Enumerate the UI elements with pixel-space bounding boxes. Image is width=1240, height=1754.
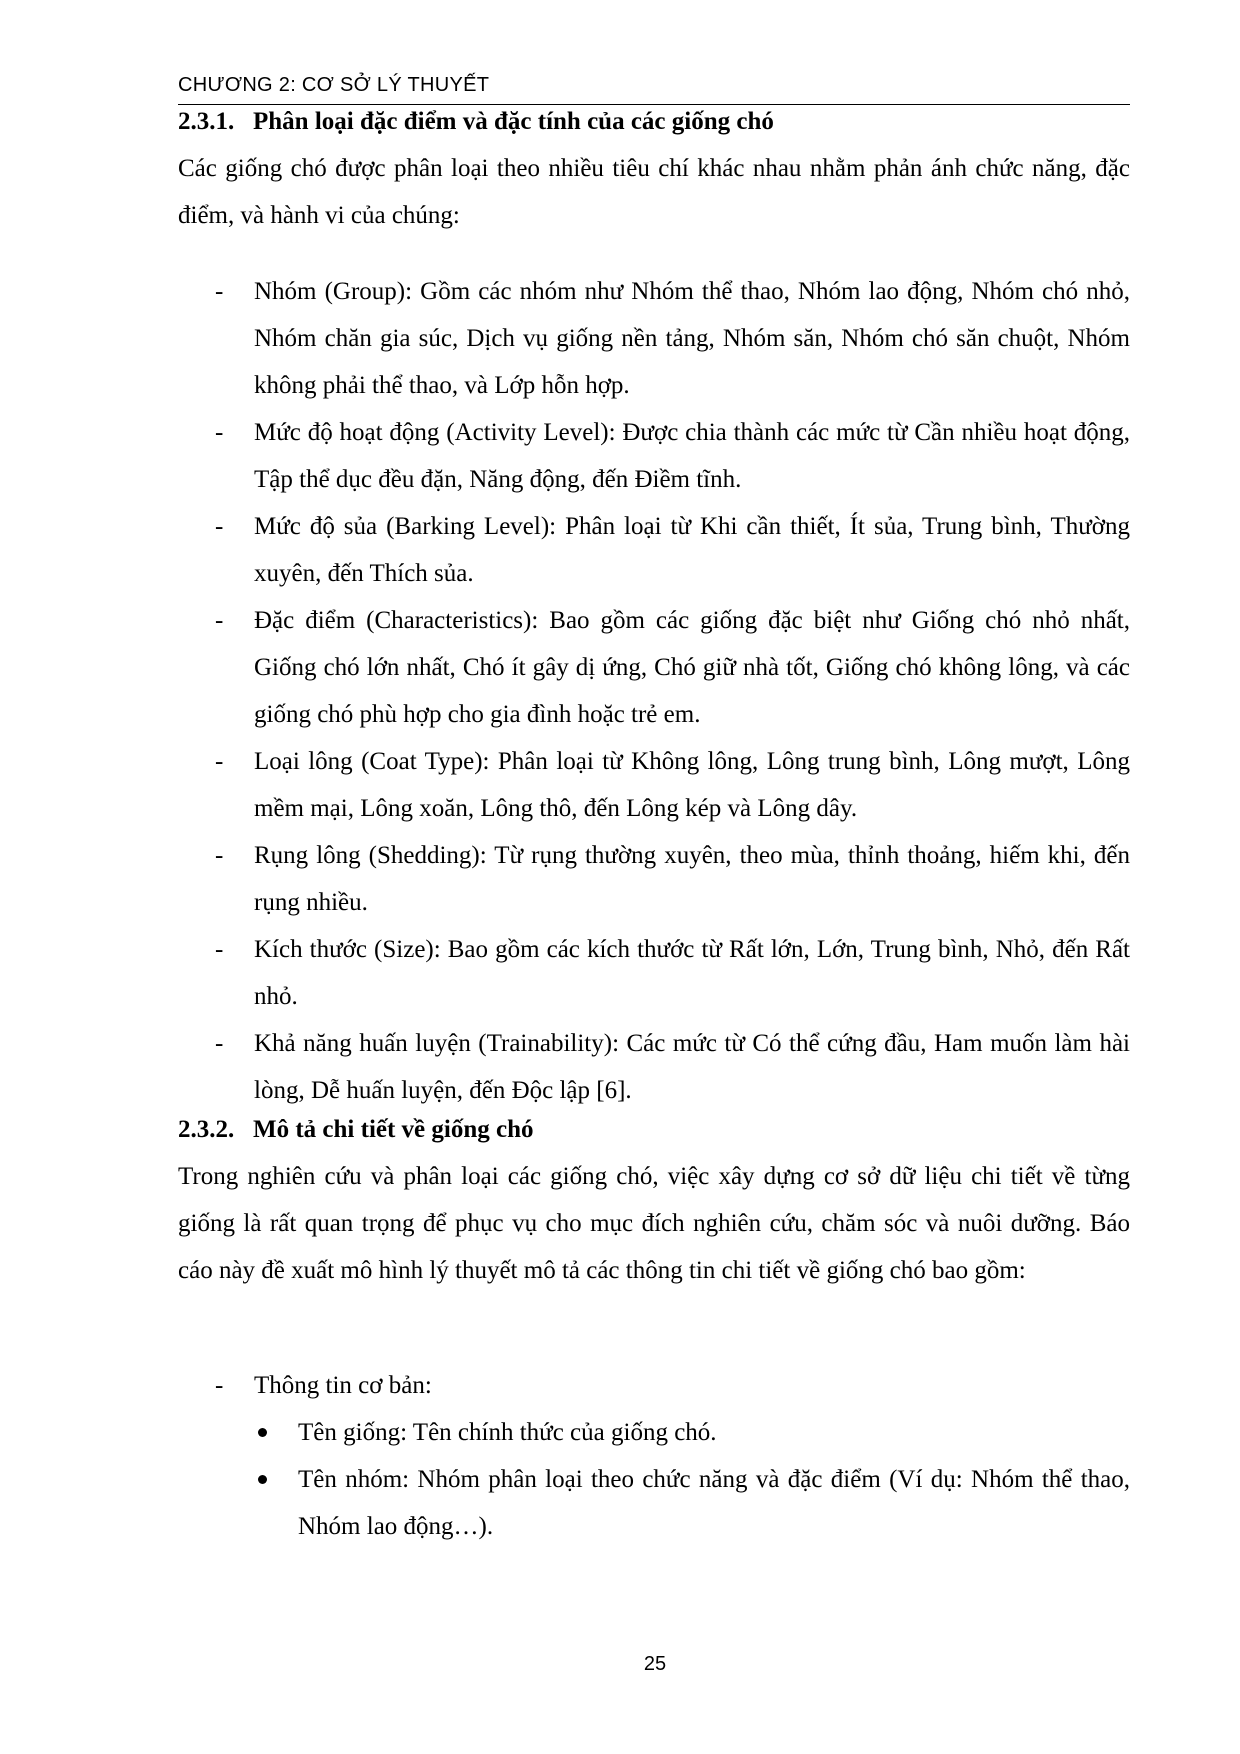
list-item bbox=[178, 1362, 1130, 1409]
section-heading-2-3-2 bbox=[178, 1106, 534, 1153]
list-item-text: Kích thước (Size): Bao gồm các kích thước từ Rất lớn, Lớn, Trung bình, Nhỏ, đến Rất nhỏ. bbox=[254, 936, 1130, 1010]
details-list bbox=[178, 1362, 1130, 1409]
list-item-text: Nhóm (Group): Gồm các nhóm như Nhóm thể thao, Nhóm lao động, Nhóm chó nhỏ, Nhóm chăn gia súc, Dịch vụ giống nền tảng, Nhóm săn, Nhóm chó săn chuột, Nhóm không phải thể thao, và Lớp hỗn hợp. bbox=[254, 278, 1130, 399]
list-dash: - bbox=[215, 278, 224, 305]
section-intro-paragraph: Các giống chó được phân loại theo nhiều tiêu chí khác nhau nhằm phản ánh chức năng, đặc điểm, và hành vi của chúng: bbox=[178, 155, 1130, 229]
section-title: Mô tả chi tiết về giống chó bbox=[253, 1116, 534, 1143]
list-item-text: Mức độ sủa (Barking Level): Phân loại từ Khi cần thiết, Ít sủa, Trung bình, Thường xuyên, đến Thích sủa. bbox=[254, 513, 1130, 587]
list-item bbox=[178, 1020, 1130, 1114]
list-item bbox=[178, 268, 1130, 409]
list-dash: - bbox=[215, 607, 224, 634]
sub-list-item bbox=[254, 1456, 1130, 1550]
list-item-text: Thông tin cơ bản: bbox=[254, 1372, 432, 1399]
bullet-dot-icon bbox=[258, 1475, 267, 1484]
list-item bbox=[178, 832, 1130, 926]
section-number: 2.3.2. bbox=[178, 1116, 235, 1143]
basic-info-sublist bbox=[254, 1409, 1130, 1550]
list-item-text: Đặc điểm (Characteristics): Bao gồm các giống đặc biệt như Giống chó nhỏ nhất, Giống chó lớn nhất, Chó ít gây dị ứng, Chó giữ nhà tốt, Giống chó không lông, và các giống chó phù hợp cho gia đình hoặc trẻ em. bbox=[254, 607, 1130, 728]
bullet-dot-icon bbox=[258, 1428, 267, 1437]
list-item bbox=[178, 597, 1130, 738]
list-dash: - bbox=[215, 513, 224, 540]
section-heading-2-3-1 bbox=[178, 98, 774, 145]
list-item-text: Mức độ hoạt động (Activity Level): Được chia thành các mức từ Cần nhiều hoạt động, Tập thể dục đều đặn, Năng động, đến Điềm tĩnh. bbox=[254, 419, 1130, 493]
list-item bbox=[178, 738, 1130, 832]
classification-list bbox=[178, 268, 1130, 1114]
sub-list-item bbox=[254, 1409, 1130, 1456]
sub-list-item-text: Tên giống: Tên chính thức của giống chó. bbox=[298, 1419, 717, 1446]
chapter-title: CHƯƠNG 2: CƠ SỞ LÝ THUYẾT bbox=[178, 74, 490, 96]
page-number: 25 bbox=[643, 1653, 667, 1675]
list-item-text: Rụng lông (Shedding): Từ rụng thường xuyên, theo mùa, thỉnh thoảng, hiếm khi, đến rụng nhiều. bbox=[254, 842, 1130, 916]
list-item-text: Khả năng huấn luyện (Trainability): Các mức từ Có thể cứng đầu, Ham muốn làm hài lòng, Dễ huấn luyện, đến Độc lập [6]. bbox=[254, 1030, 1130, 1104]
list-dash: - bbox=[215, 419, 224, 446]
section-title: Phân loại đặc điểm và đặc tính của các giống chó bbox=[253, 108, 774, 135]
list-item bbox=[178, 503, 1130, 597]
list-item-text: Loại lông (Coat Type): Phân loại từ Không lông, Lông trung bình, Lông mượt, Lông mềm mại, Lông xoăn, Lông thô, đến Lông kép và Lông dây. bbox=[254, 748, 1130, 822]
list-item bbox=[178, 926, 1130, 1020]
list-dash: - bbox=[215, 936, 224, 963]
list-dash: - bbox=[215, 1030, 224, 1057]
list-item bbox=[178, 409, 1130, 503]
list-dash: - bbox=[215, 748, 224, 775]
list-dash: - bbox=[215, 1372, 224, 1399]
section-number: 2.3.1. bbox=[178, 108, 235, 135]
sub-list-item-text: Tên nhóm: Nhóm phân loại theo chức năng và đặc điểm (Ví dụ: Nhóm thể thao, Nhóm lao động…). bbox=[298, 1466, 1130, 1540]
list-dash: - bbox=[215, 842, 224, 869]
section-intro-paragraph: Trong nghiên cứu và phân loại các giống chó, việc xây dựng cơ sở dữ liệu chi tiết về từng giống là rất quan trọng để phục vụ cho mục đích nghiên cứu, chăm sóc và nuôi dưỡng. Báo cáo này đề xuất mô hình lý thuyết mô tả các thông tin chi tiết về giống chó bao gồm: bbox=[178, 1163, 1130, 1284]
